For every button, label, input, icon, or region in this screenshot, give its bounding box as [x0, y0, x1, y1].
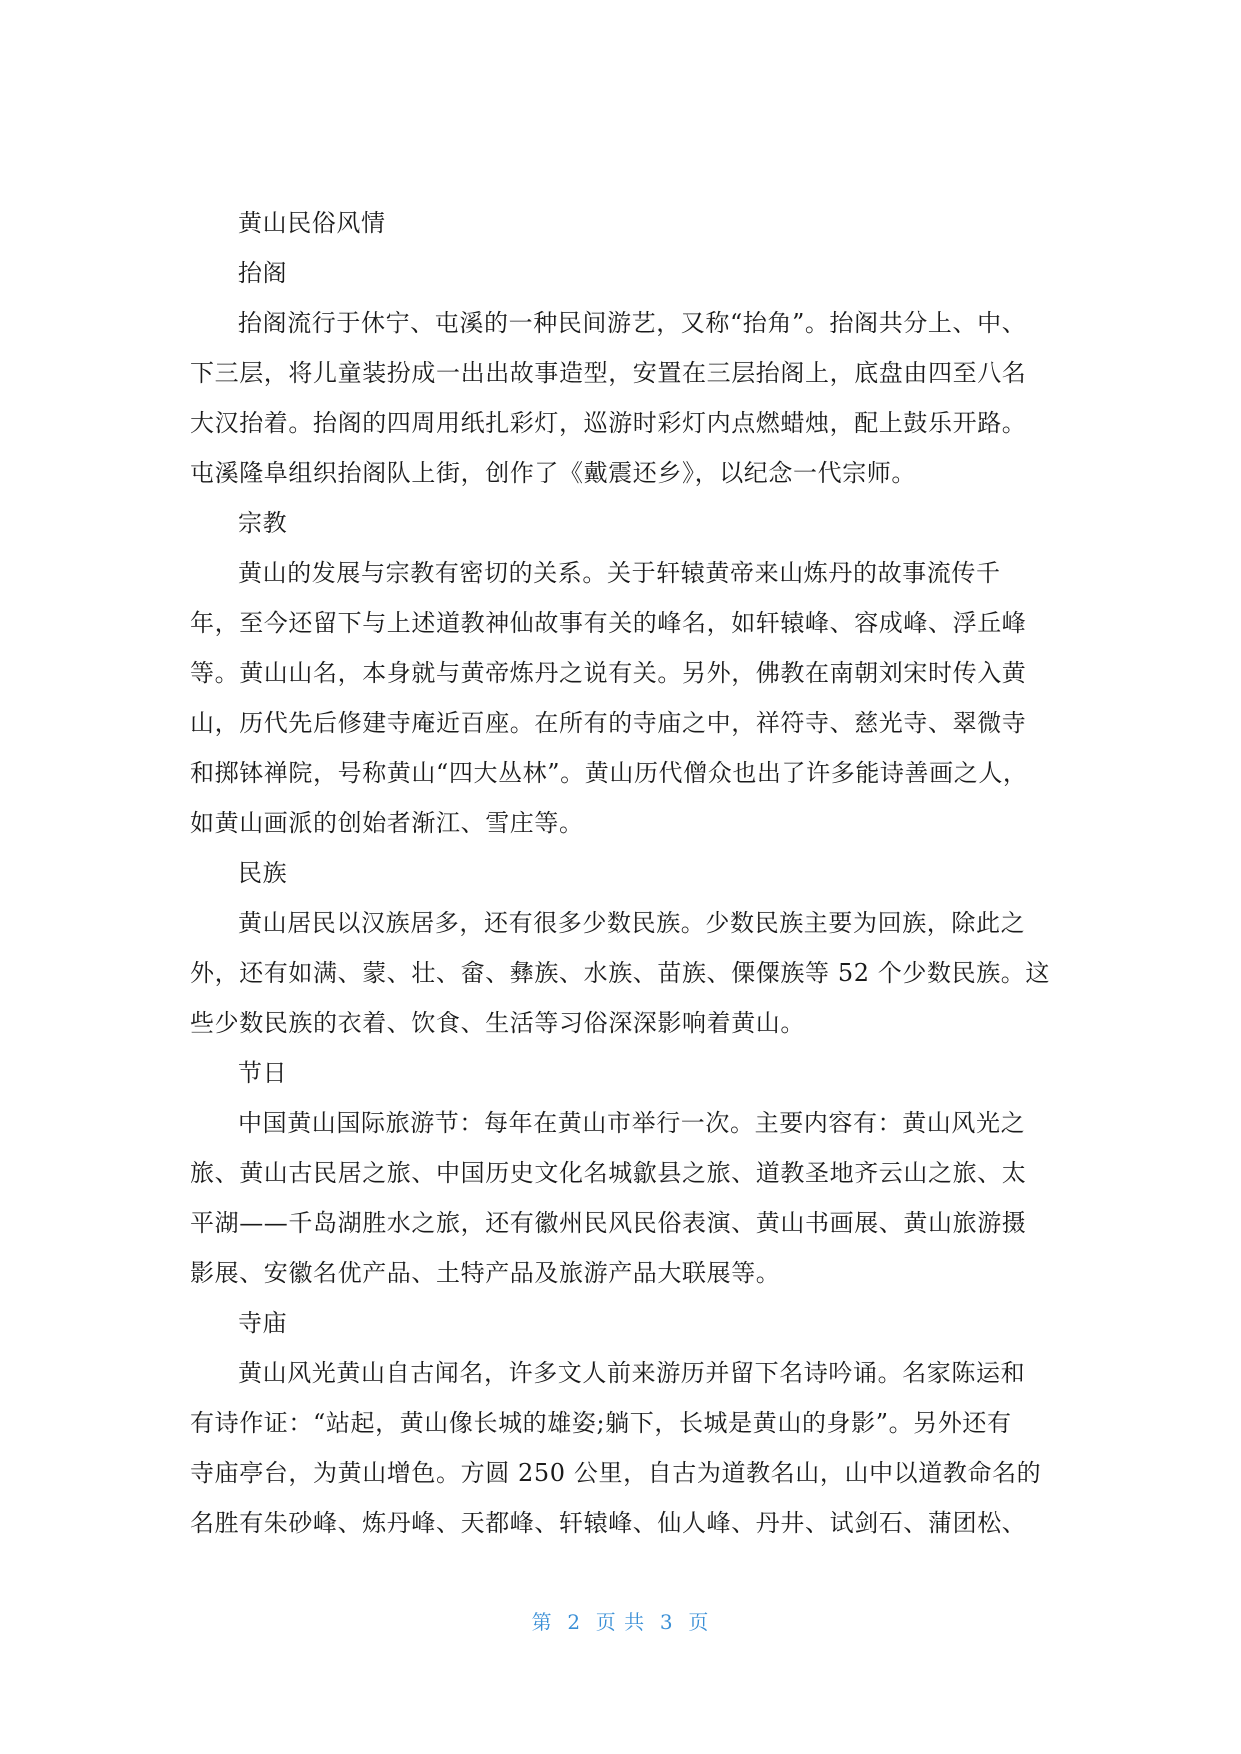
text-line: 年，至今还留下与上述道教神仙故事有关的峰名，如轩辕峰、容成峰、浮丘峰 — [190, 609, 1027, 637]
text-line: 黄山的发展与宗教有密切的关系。关于轩辕黄帝来山炼丹的故事流传千 — [238, 559, 1001, 587]
text-line: 平湖——千岛湖胜水之旅，还有徽州民风民俗表演、黄山书画展、黄山旅游摄 — [190, 1209, 1027, 1237]
text-line: 大汉抬着。抬阁的四周用纸扎彩灯，巡游时彩灯内点燃蜡烛，配上鼓乐开路。 — [190, 409, 1027, 437]
text-line: 有诗作证：“站起，黄山像长城的雄姿;躺下，长城是黄山的身影”。另外还有 — [190, 1409, 1012, 1437]
text-line: 民族 — [238, 859, 288, 887]
text-line: 等。黄山山名，本身就与黄帝炼丹之说有关。另外，佛教在南朝刘宋时传入黄 — [190, 659, 1027, 687]
text-line: 屯溪隆阜组织抬阁队上街，创作了《戴震还乡》，以纪念一代宗师。 — [190, 459, 916, 487]
text-line: 外，还有如满、蒙、壮、畲、彝族、水族、苗族、傈僳族等 52 个少数民族。这 — [190, 959, 1050, 987]
page-number-footer: 第 2 页 共 3 页 — [531, 1610, 710, 1634]
document-body — [190, 198, 1050, 1548]
text-line: 如黄山画派的创始者渐江、雪庄等。 — [190, 809, 584, 837]
text-line: 寺庙亭台，为黄山增色。方圆 250 公里，自古为道教名山，山中以道教命名的 — [190, 1459, 1042, 1487]
text-line: 黄山民俗风情 — [238, 209, 386, 237]
text-line: 名胜有朱砂峰、炼丹峰、天都峰、轩辕峰、仙人峰、丹井、试剑石、蒲团松、 — [190, 1509, 1027, 1537]
text-line: 宗教 — [238, 509, 288, 537]
text-line: 黄山风光黄山自古闻名，许多文人前来游历并留下名诗吟诵。名家陈运和 — [238, 1359, 1026, 1387]
text-line: 影展、安徽名优产品、土特产品及旅游产品大联展等。 — [190, 1259, 781, 1287]
text-line: 旅、黄山古民居之旅、中国历史文化名城歙县之旅、道教圣地齐云山之旅、太 — [190, 1159, 1027, 1187]
text-line: 黄山居民以汉族居多，还有很多少数民族。少数民族主要为回族，除此之 — [238, 909, 1026, 937]
text-line: 下三层，将儿童装扮成一出出故事造型，安置在三层抬阁上，底盘由四至八名 — [190, 359, 1027, 387]
text-line: 些少数民族的衣着、饮食、生活等习俗深深影响着黄山。 — [190, 1009, 805, 1037]
text-line: 节日 — [238, 1059, 288, 1087]
text-line: 和掷钵禅院，号称黄山“四大丛林”。黄山历代僧众也出了许多能诗善画之人， — [190, 759, 1028, 787]
text-line: 寺庙 — [238, 1309, 288, 1337]
text-line: 抬阁流行于休宁、屯溪的一种民间游艺，又称“抬角”。抬阁共分上、中、 — [238, 309, 1027, 337]
text-line: 山，历代先后修建寺庵近百座。在所有的寺庙之中，祥符寺、慈光寺、翠微寺 — [190, 709, 1027, 737]
text-line: 中国黄山国际旅游节：每年在黄山市举行一次。主要内容有：黄山风光之 — [238, 1109, 1026, 1137]
text-line: 抬阁 — [238, 259, 288, 287]
